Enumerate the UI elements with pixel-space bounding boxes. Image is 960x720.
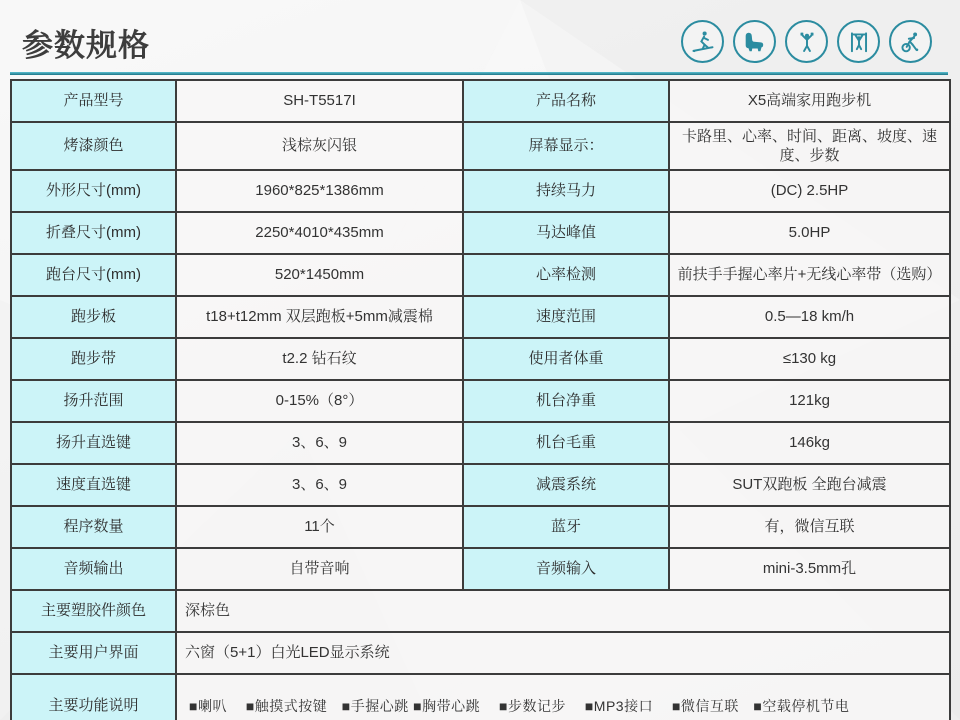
spec-label: 持续马力 — [463, 170, 669, 212]
spec-label: 音频输出 — [11, 548, 176, 590]
spec-value: 5.0HP — [669, 212, 950, 254]
spec-value: 146kg — [669, 422, 950, 464]
spec-value: t2.2 钻石纹 — [176, 338, 463, 380]
spec-label: 产品型号 — [11, 80, 176, 122]
spec-label: 屏幕显示： — [463, 122, 669, 170]
spec-value: ■喇叭 ■触摸式按键 ■手握心跳 ■胸带心跳 ■步数记步 ■MP3接口 ■微信互联 ■空载停机节电 — [176, 674, 950, 720]
spec-value: 2250*4010*435mm — [176, 212, 463, 254]
spec-label: 机台毛重 — [463, 422, 669, 464]
spec-value: SH-T5517I — [176, 80, 463, 122]
spec-value: 3、6、9 — [176, 464, 463, 506]
spec-value: SUT双跑板 全跑台减震 — [669, 464, 950, 506]
spec-row — [11, 464, 950, 506]
spec-row — [11, 548, 950, 590]
spec-value: 0-15%（8°） — [176, 380, 463, 422]
spec-row — [11, 674, 950, 720]
spec-label: 主要塑胶件颜色 — [11, 590, 176, 632]
spec-label: 产品名称 — [463, 80, 669, 122]
spec-value: 自带音响 — [176, 548, 463, 590]
spec-row — [11, 80, 950, 122]
spec-label: 烤漆颜色 — [11, 122, 176, 170]
spec-value: 11个 — [176, 506, 463, 548]
spec-value: X5高端家用跑步机 — [669, 80, 950, 122]
spec-value: 前扶手手握心率片+无线心率带（选购） — [669, 254, 950, 296]
spec-value: mini-3.5mm孔 — [669, 548, 950, 590]
spec-row — [11, 380, 950, 422]
spec-row — [11, 422, 950, 464]
spec-label: 跑步带 — [11, 338, 176, 380]
spec-label: 使用者体重 — [463, 338, 669, 380]
spec-row — [11, 338, 950, 380]
spec-label: 扬升直选键 — [11, 422, 176, 464]
spec-label: 速度范围 — [463, 296, 669, 338]
spec-label: 速度直选键 — [11, 464, 176, 506]
spec-label: 跑台尺寸(mm) — [11, 254, 176, 296]
spec-value: 有，微信互联 — [669, 506, 950, 548]
spec-value: 0.5—18 km/h — [669, 296, 950, 338]
spec-row — [11, 254, 950, 296]
spec-value: 520*1450mm — [176, 254, 463, 296]
spec-label: 音频输入 — [463, 548, 669, 590]
title-underline — [10, 72, 948, 75]
spec-row — [11, 170, 950, 212]
spec-table-body — [11, 80, 950, 720]
pullup-station-icon — [837, 20, 880, 63]
spec-table — [10, 79, 951, 720]
spec-row — [11, 590, 950, 632]
spec-label: 程序数量 — [11, 506, 176, 548]
spec-row — [11, 296, 950, 338]
spec-value: ≤130 kg — [669, 338, 950, 380]
spec-label: 主要功能说明 — [11, 674, 176, 720]
spec-value: t18+t12mm 双层跑板+5mm减震棉 — [176, 296, 463, 338]
spec-value: (DC) 2.5HP — [669, 170, 950, 212]
spec-row — [11, 122, 950, 170]
spec-label: 折叠尺寸(mm) — [11, 212, 176, 254]
treadmill-icon — [681, 20, 724, 63]
spec-label: 马达峰值 — [463, 212, 669, 254]
spec-label: 心率检测 — [463, 254, 669, 296]
spec-value: 3、6、9 — [176, 422, 463, 464]
spec-row — [11, 212, 950, 254]
spec-label: 跑步板 — [11, 296, 176, 338]
spec-value: 深棕色 — [176, 590, 950, 632]
page-title: 参数规格 — [22, 28, 150, 63]
spec-value: 浅棕灰闪银 — [176, 122, 463, 170]
massage-chair-icon — [733, 20, 776, 63]
spec-label: 蓝牙 — [463, 506, 669, 548]
spec-label: 减震系统 — [463, 464, 669, 506]
spec-value: 六窗（5+1）白光LED显示系统 — [176, 632, 950, 674]
spec-value: 121kg — [669, 380, 950, 422]
spec-label: 机台净重 — [463, 380, 669, 422]
spec-row — [11, 632, 950, 674]
spec-label: 外形尺寸(mm) — [11, 170, 176, 212]
spec-row — [11, 506, 950, 548]
exercise-bike-icon — [889, 20, 932, 63]
spec-label: 主要用户界面 — [11, 632, 176, 674]
dumbbell-exercise-icon — [785, 20, 828, 63]
spec-value: 卡路里、心率、时间、距离、坡度、速度、步数 — [669, 122, 950, 170]
spec-value: 1960*825*1386mm — [176, 170, 463, 212]
equipment-icon-row — [681, 20, 932, 63]
spec-label: 扬升范围 — [11, 380, 176, 422]
